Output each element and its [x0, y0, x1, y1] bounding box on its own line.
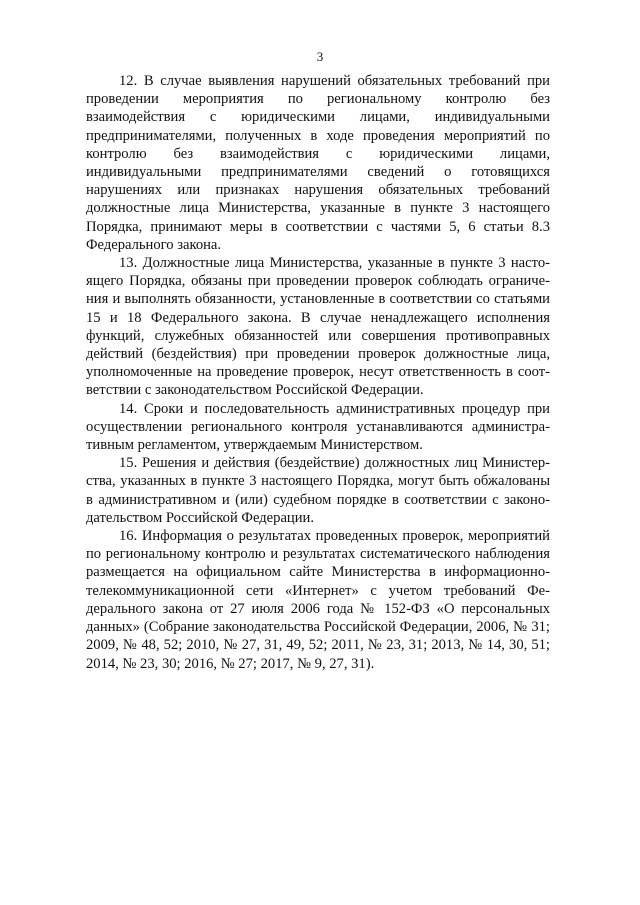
paragraph-14: 14. Сроки и последовательность административных процедур при осуществлении регионального контроля устанавливаются административным регламентом, утверждаемым Министерством.	[86, 400, 550, 454]
paragraph-12: 12. В случае выявления нарушений обязательных требований при проведении мероприятия по региональному контролю без взаимодействия с юридическими лицами, индивидуальными предпринимателями, полученных в ходе проведения мероприятий по контролю без взаимодействия с юридическими лицами, индивидуальными предпринимателями сведений о готовящихся нарушениях или признаках нарушения обязательных требований должностные лица Министерства, указанные в пункте 3 настоящего Порядка, принимают меры в соответствии с частями 5, 6 статьи 8.3 Федерального закона.	[86, 73, 550, 253]
page-number: 3	[316, 49, 324, 64]
paragraph-16: 16. Информация о результатах проведенных проверок, мероприятий по региональному контролю и результатах систематического наблюдения размещается на официальном сайте Министерства в информационно-телекоммуникационной сети «Интернет» с учетом требований Федерального закона от 27 июля 2006 года № 152-ФЗ «О персональных данных» (Собрание законодательства Российской Федерации, 2006, № 31; 2009, № 48, 52; 2010, № 27, 31, 49, 52; 2011, № 23, 31; 2013, № 14, 30, 51; 2014, № 23, 30; 2016, № 27; 2017, № 9, 27, 31).	[86, 528, 550, 672]
document-body	[86, 72, 550, 673]
paragraph-15: 15. Решения и действия (бездействие) должностных лиц Министерства, указанных в пункте 3 настоящего Порядка, могут быть обжалованы в административном и (или) судебном порядке в соответствии с законодательством Российской Федерации.	[86, 455, 550, 526]
paragraph-13: 13. Должностные лица Министерства, указанные в пункте 3 настоящего Порядка, обязаны при проведении проверок соблюдать ограничения и выполнять обязанности, установленные в соответствии со статьями 15 и 18 Федерального закона. В случае ненадлежащего исполнения функций, служебных обязанностей или совершения противоправных действий (бездействия) при проведении проверок должностные лица, уполномоченные на проведение проверок, несут ответственность в соответствии с законодательством Российской Федерации.	[86, 255, 550, 399]
